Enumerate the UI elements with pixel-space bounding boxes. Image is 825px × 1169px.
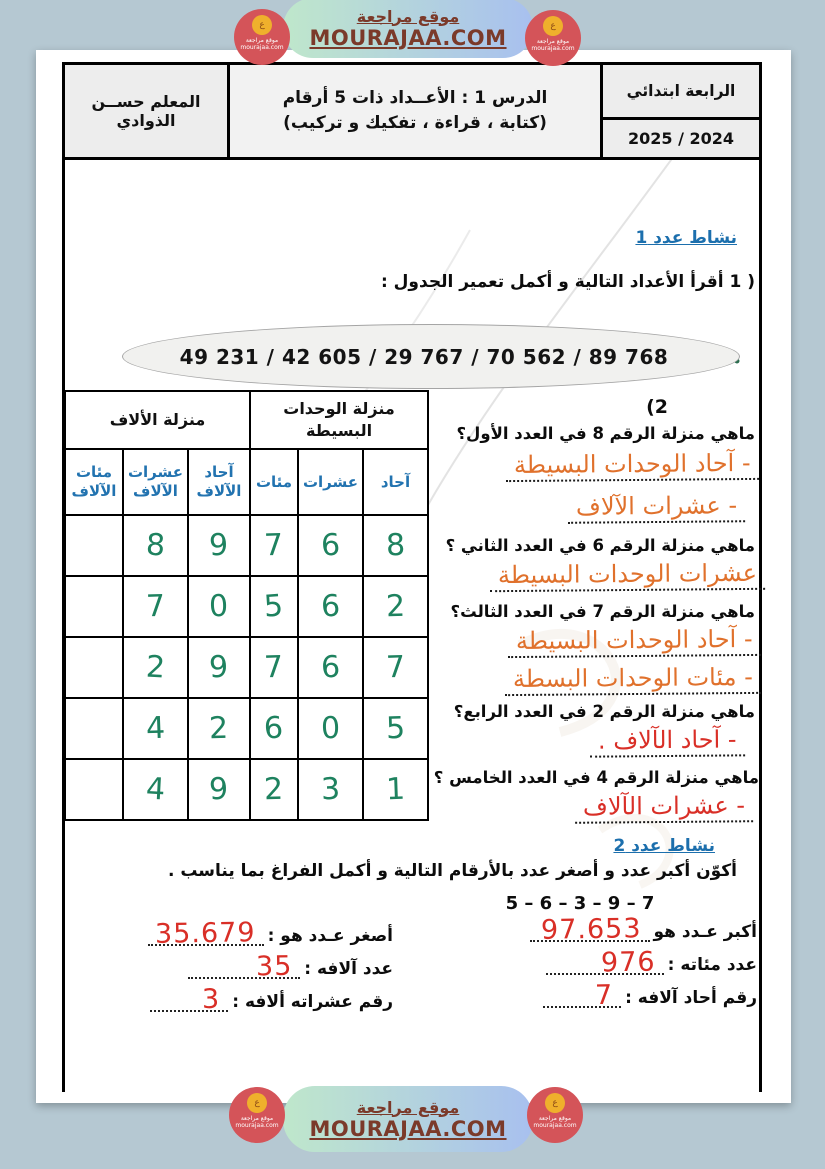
activity1-title: نشاط عدد 1: [635, 228, 737, 248]
dotted-blank: [530, 913, 650, 946]
site-logo-icon: [229, 1087, 285, 1143]
activity2-instruction: أكوّن أكبر عدد و أصغر عدد بالأرقام التالية و أكمل الفراغ بما يناسب .: [167, 861, 737, 881]
site-logo-icon: [525, 10, 581, 66]
question-text: ماهي منزلة الرقم 6 في العدد الثاني ؟: [445, 536, 755, 555]
logo-text-arabic: موقع مراجعة: [538, 1115, 572, 1122]
fill-label: عدد مئاته :: [667, 955, 757, 975]
handwritten-answer: عشرات الوحدات البسيطة: [490, 560, 765, 591]
site-banner-header: [283, 0, 533, 58]
digit-cell: 8: [145, 527, 166, 564]
handwritten-answer: - عشرات الآلاف: [568, 492, 745, 523]
dotted-blank: [148, 917, 264, 950]
table-row: [65, 759, 428, 820]
instruction-text: أقرأ الأعداد التالية و أكمل تعمير الجدول :: [380, 272, 724, 292]
fill-label: أصغر عـدد هو :: [267, 926, 393, 946]
numbers-list: 49 231 / 42 605 / 29 767 / 70 562 / 89 768: [179, 344, 669, 369]
handwritten-answer: - مئات الوحدات البسطة: [505, 664, 761, 695]
digit-cell: 6: [320, 649, 341, 686]
handwritten-value: 97.653: [540, 913, 642, 946]
logo-text-url: mourajaa.com: [533, 1122, 577, 1129]
digit-cell: 2: [208, 710, 230, 747]
handwritten-answer: - آحاد الوحدات البسيطة: [506, 450, 759, 481]
smallest-number-column: [93, 917, 393, 1025]
logo-emblem-icon: ع: [247, 1093, 267, 1113]
school-year-cell: 2025 / 2024: [603, 120, 759, 157]
header-info-table: [62, 62, 762, 160]
digit-cell: 2: [385, 588, 406, 625]
table-row: [65, 698, 428, 759]
col-header-hundred-thousands: مئات الآلاف: [65, 449, 123, 515]
fill-row: [437, 913, 757, 946]
given-digits: 5 – 6 – 3 – 9 – 7: [505, 893, 655, 914]
site-banner-footer: [283, 1086, 533, 1152]
dotted-blank: [150, 983, 228, 1016]
digit-cell: 0: [320, 710, 341, 747]
question-text: ماهي منزلة الرقم 2 في العدد الرابع؟: [453, 702, 755, 721]
digit-cell: 2: [145, 649, 166, 686]
handwritten-answer: - آحاد الآلاف .: [590, 726, 745, 757]
digit-cell: 9: [208, 527, 230, 564]
activity2-title: نشاط عدد 2: [613, 836, 715, 856]
fill-label: عدد آلافه :: [304, 959, 393, 979]
digit-cell: 2: [263, 771, 285, 808]
dotted-blank: [543, 979, 621, 1012]
grade-cell: الرابعة ابتدائي: [603, 65, 759, 120]
lesson-title-line2: (كتابة ، قراءة ، تفكيك و تركيب): [283, 113, 547, 133]
digit-cell: 3: [320, 771, 341, 808]
table-row: [65, 637, 428, 698]
digit-cell: 9: [208, 771, 230, 808]
dotted-blank: [546, 946, 664, 979]
digit-cell: 4: [145, 710, 166, 747]
instruction-number: 1 ): [729, 272, 755, 292]
place-value-table: [64, 390, 429, 821]
question2-label: (2: [646, 396, 668, 418]
logo-text-arabic: موقع مراجعة: [245, 37, 279, 44]
group-header-thousands: منزلة الألاف: [65, 391, 250, 449]
numbers-ellipse: [122, 324, 740, 389]
logo-text-url: mourajaa.com: [235, 1122, 279, 1129]
largest-number-column: [437, 913, 757, 1021]
site-name-arabic: موقع مراجعة: [356, 1097, 460, 1117]
handwritten-value: 7: [594, 979, 614, 1012]
digit-cell: 1: [385, 771, 406, 808]
fill-label: رقم عشراته ألافه :: [232, 992, 393, 1012]
logo-emblem-icon: ع: [545, 1093, 565, 1113]
site-url: MOURAJAA.COM: [309, 1116, 507, 1141]
fill-label: رقم أحاد آلافه :: [625, 988, 757, 1008]
digit-cell: 6: [320, 527, 341, 564]
digit-cell: 6: [320, 588, 341, 625]
handwritten-answer: - آحاد الوحدات البسيطة: [508, 626, 761, 657]
lesson-title-cell: [230, 65, 603, 157]
lesson-title-line1: الدرس 1 : الأعــداد ذات 5 أرقام: [282, 87, 548, 108]
col-header-ten-thousands: عشرات الآلاف: [123, 449, 188, 515]
col-header-hundreds: مئات: [250, 449, 298, 515]
group-header-simple-units: منزلة الوحدات البسيطة: [250, 391, 428, 449]
fill-row: [437, 946, 757, 979]
question-text: ماهي منزلة الرقم 4 في العدد الخامس ؟: [433, 768, 759, 787]
site-logo-icon: [234, 9, 290, 65]
digit-cell: 0: [208, 588, 230, 625]
site-url: MOURAJAA.COM: [309, 25, 507, 50]
digit-cell: 6: [263, 710, 285, 747]
logo-text-arabic: موقع مراجعة: [536, 38, 570, 45]
logo-text-arabic: موقع مراجعة: [240, 1115, 274, 1122]
table-row: [65, 515, 428, 576]
digit-cell: 8: [385, 527, 406, 564]
logo-text-url: mourajaa.com: [240, 44, 284, 51]
handwritten-value: 976: [600, 946, 656, 979]
col-header-units: آحاد: [363, 449, 428, 515]
digit-cell: 4: [145, 771, 166, 808]
activity1-instruction: [381, 272, 755, 292]
handwritten-value: 35: [255, 950, 293, 983]
logo-emblem-icon: ع: [252, 15, 272, 35]
col-header-thousands: آحاد الآلاف: [188, 449, 250, 515]
digit-cell: 9: [208, 649, 230, 686]
fill-row: [93, 917, 393, 950]
logo-emblem-icon: ع: [543, 16, 563, 36]
teacher-name-cell: المعلم حســن الذوادي: [65, 65, 230, 157]
digit-cell: 7: [263, 527, 285, 564]
fill-label: أكبر عـدد هو: [653, 922, 757, 942]
logo-text-url: mourajaa.com: [531, 45, 575, 52]
site-name-arabic: موقع مراجعة: [356, 6, 460, 26]
digit-cell: 7: [385, 649, 406, 686]
table-row: [65, 576, 428, 637]
digit-cell: 7: [263, 649, 285, 686]
handwritten-value: 3: [201, 983, 221, 1016]
fill-row: [93, 983, 393, 1016]
handwritten-value: 35.679: [154, 917, 256, 950]
digit-cell: 7: [145, 588, 166, 625]
question-text: ماهي منزلة الرقم 7 في العدد الثالث؟: [450, 602, 755, 621]
question-text: ماهي منزلة الرقم 8 في العدد الأول؟: [456, 424, 755, 443]
fill-row: [93, 950, 393, 983]
digit-cell: 5: [385, 710, 406, 747]
site-logo-icon: [527, 1087, 583, 1143]
col-header-tens: عشرات: [298, 449, 363, 515]
dotted-blank: [188, 950, 300, 983]
fill-row: [437, 979, 757, 1012]
handwritten-answer: - عشرات الآلاف: [575, 792, 753, 823]
digit-cell: 5: [263, 588, 285, 625]
